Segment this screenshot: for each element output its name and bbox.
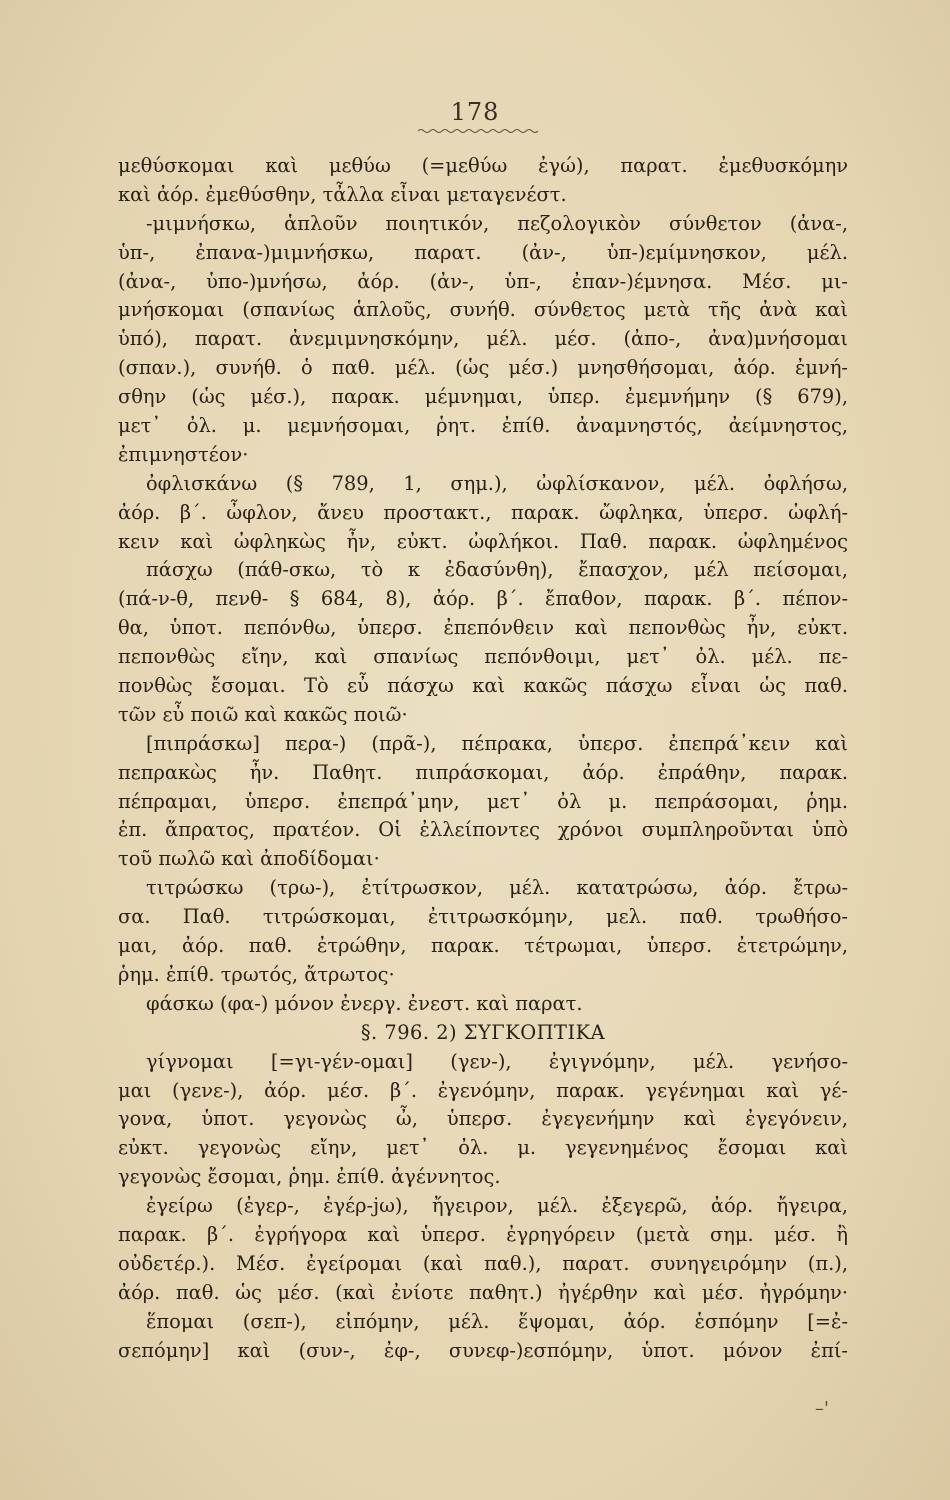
- text-line: ὑπ-, ἐπανα-)μιμνήσκω, παρατ. (ἀν-, ὑπ-)εμίμνησκον, μέλ.: [118, 240, 848, 264]
- text-line: ἐγείρω (ἐγερ-, ἐγέρ-jω), ἤγειρον, μέλ. ἐξεγερῶ, ἀόρ. ἤγειρα,: [146, 1194, 848, 1218]
- text-line: ἀόρ. β΄. ὦφλον, ἄνευ προστακτ., παρακ. ὤφληκα, ὑπερσ. ὠφλή-: [118, 500, 848, 524]
- text-line: πεπρακὼς ἦν. Παθητ. πιπράσκομαι, ἀόρ. ἐπράθην, παρακ.: [118, 760, 848, 784]
- text-line: γονα, ὑποτ. γεγονὼς ὦ, ὑπερσ. ἐγεγενήμην καὶ ἐγεγόνειν,: [118, 1107, 848, 1131]
- text-line: φάσκω (φα-) μόνον ἐνεργ. ἐνεστ. καὶ παρατ.: [146, 991, 583, 1015]
- text-line: (σπαν.), συνήθ. ὁ παθ. μέλ. (ὡς μέσ.) μνησθήσομαι, ἀόρ. ἐμνή-: [118, 356, 848, 380]
- text-line: σεπόμην] καὶ (συν-, ἐφ-, συνεφ-)εσπόμην, ὑποτ. μόνον ἐπί-: [118, 1338, 848, 1362]
- text-line: ἐπ. ἄπρατος, πρατέον. Οἱ ἐλλείποντες χρόνοι συμπληροῦνται ὑπὸ: [118, 818, 848, 842]
- text-line: θα, ὑποτ. πεπόνθω, ὑπερσ. ἐπεπόνθειν καὶ πεπονθὼς ἦν, εὐκτ.: [118, 616, 848, 640]
- text-line: τοῦ πωλῶ καὶ ἀποδίδομαι·: [118, 847, 380, 871]
- text-line: ὀφλισκάνω (§ 789, 1, σημ.), ὠφλίσκανον, μέλ. ὀφλήσω,: [146, 471, 848, 495]
- text-line: σθην (ὡς μέσ.), παρακ. μέμνημαι, ὑπερ. ἐμεμνήμην (§ 679),: [118, 385, 848, 409]
- text-line: γεγονὼς ἔσομαι, ῥημ. ἐπίθ. ἀγέννητος.: [118, 1165, 501, 1189]
- section-heading: §. 796. 2) ΣΥΓΚΟΠΤΙΚΑ: [360, 1020, 606, 1044]
- text-line: κειν καὶ ὠφληκὼς ἦν, εὐκτ. ὠφλήκοι. Παθ. παρακ. ὠφλημένος: [118, 529, 848, 553]
- text-line: ῥημ. ἐπίθ. τρωτός, ἄτρωτος·: [118, 962, 395, 986]
- text-line: ἕπομαι (σεπ-), εἱπόμην, μέλ. ἕψομαι, ἀόρ. ἑσπόμην [=ἐ-: [146, 1309, 848, 1333]
- text-line: μαι (γενε-), ἀόρ. μέσ. β΄. ἐγενόμην, παρακ. γεγένημαι καὶ γέ-: [118, 1078, 848, 1102]
- page-number: 178: [450, 98, 500, 126]
- body-text: [118, 152, 848, 1365]
- text-line: πέπραμαι, ὑπερσ. ἐπεπρά᾽μην, μετ᾽ ὀλ μ. πεπράσομαι, ῥημ.: [118, 789, 848, 813]
- text-line: πονθὼς ἔσομαι. Τὸ εὖ πάσχω καὶ κακῶς πάσχω εἶναι ὡς παθ.: [118, 674, 848, 698]
- text-line: εὐκτ. γεγονὼς εἴην, μετ᾽ ὀλ. μ. γεγενημένος ἔσομαι καὶ: [118, 1136, 848, 1160]
- text-line: -μιμνήσκω, ἁπλοῦν ποιητικόν, πεζολογικὸν σύνθετον (ἀνα-,: [146, 211, 848, 235]
- text-line: μνήσκομαι (σπανίως ἁπλοῦς, συνήθ. σύνθετος μετὰ τῆς ἀνὰ καὶ: [118, 298, 848, 322]
- margin-mark: –': [815, 1398, 829, 1419]
- text-line: [πιπράσκω] περα-) (πρᾶ-), πέπρακα, ὑπερσ. ἐπεπρά᾽κειν καὶ: [146, 731, 848, 755]
- text-line: πάσχω (πάθ-σκω, τὸ κ ἐδασύνθη), ἔπασχον, μέλ πείσομαι,: [146, 558, 848, 582]
- text-line: σα. Παθ. τιτρώσκομαι, ἐτιτρωσκόμην, μελ. παθ. τρωθήσο-: [118, 905, 848, 929]
- text-line: τῶν εὖ ποιῶ καὶ κακῶς ποιῶ·: [118, 702, 408, 726]
- text-line: ἐπιμνηστέον·: [118, 442, 249, 466]
- text-line: ὑπό), παρατ. ἀνεμιμνησκόμην, μέλ. μέσ. (ἀπο-, ἀνα)μνήσομαι: [118, 327, 848, 351]
- text-line: ἀόρ. παθ. ὡς μέσ. (καὶ ἐνίοτε παθητ.) ἠγέρθην καὶ μέσ. ἠγρόμην·: [118, 1280, 848, 1304]
- text-line: μετ᾽ ὀλ. μ. μεμνήσομαι, ῥητ. ἐπίθ. ἀναμνηστός, ἀείμνηστος,: [118, 414, 848, 438]
- text-line: παρακ. β΄. ἐγρήγορα καὶ ὑπερσ. ἐγρηγόρειν (μετὰ σημ. μέσ. ἢ: [118, 1222, 848, 1246]
- text-line: καὶ ἀόρ. ἐμεθύσθην, τἆλλα εἶναι μεταγενέστ.: [118, 182, 567, 206]
- text-line: πεπονθὼς εἴην, καὶ σπανίως πεπόνθοιμι, μετ᾽ ὀλ. μέλ. πε-: [118, 645, 848, 669]
- text-line: γίγνομαι [=γι-γέν-ομαι] (γεν-), ἐγιγνόμην, μέλ. γενήσο-: [146, 1049, 848, 1073]
- text-line: μαι, ἀόρ. παθ. ἐτρώθην, παρακ. τέτρωμαι, ὑπερσ. ἐτετρώμην,: [118, 934, 848, 958]
- text-line: τιτρώσκω (τρω-), ἐτίτρωσκον, μέλ. κατατρώσω, ἀόρ. ἔτρω-: [146, 876, 848, 900]
- text-line: (ἀνα-, ὑπο-)μνήσω, ἀόρ. (ἀν-, ὑπ-, ἐπαν-)έμνησα. Μέσ. μι-: [118, 269, 848, 293]
- page-number-underline: [418, 128, 538, 134]
- text-line: (πά-ν-θ, πενθ- § 684, 8), ἀόρ. β΄. ἔπαθον, παρακ. β΄. πέπον-: [118, 587, 848, 611]
- text-line: μεθύσκομαι καὶ μεθύω (=μεθύω ἐγώ), παρατ. ἐμεθυσκόμην: [118, 154, 848, 177]
- text-line: οὐδετέρ.). Μέσ. ἐγείρομαι (καὶ παθ.), παρατ. συνηγειρόμην (π.),: [118, 1251, 848, 1275]
